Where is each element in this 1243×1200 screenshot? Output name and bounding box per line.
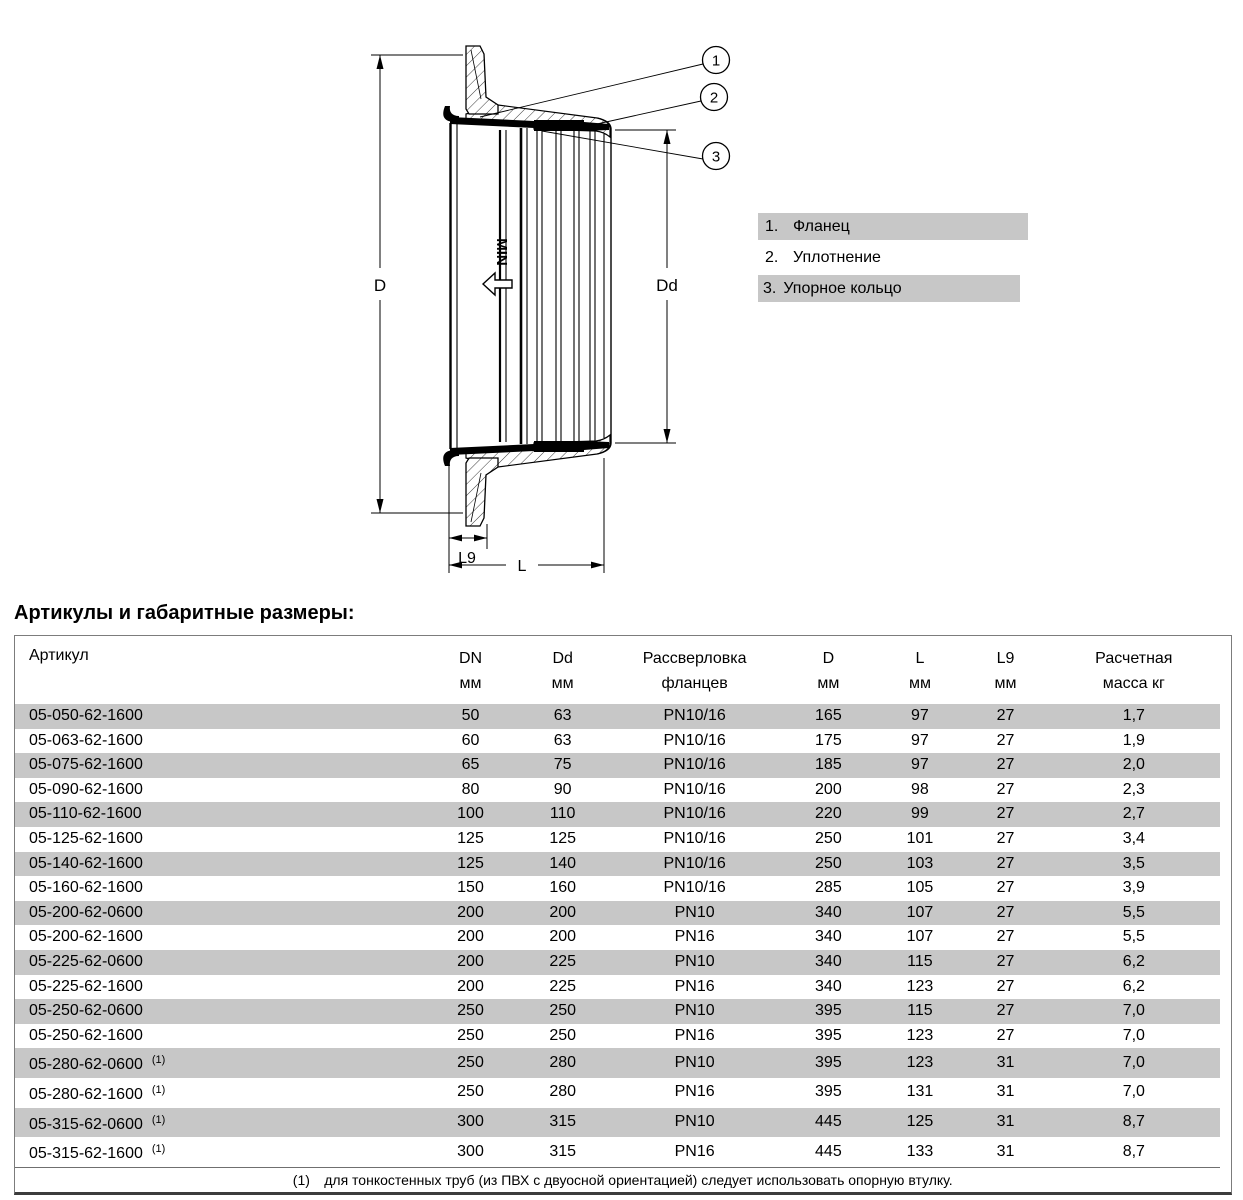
article-code: 05-063-62-1600 <box>29 731 143 749</box>
article-cell <box>15 950 425 975</box>
drilling-cell: PN16 <box>674 1083 715 1101</box>
article-cell <box>15 753 425 778</box>
dd-cell: 160 <box>549 879 577 897</box>
legend-item-3 <box>758 275 1020 302</box>
article-code: 05-250-62-1600 <box>29 1026 143 1044</box>
article-cell <box>15 852 425 877</box>
article-code: 05-250-62-0600 <box>29 1002 143 1020</box>
dd-cell: 63 <box>553 731 572 749</box>
drilling-cell: PN16 <box>674 977 715 995</box>
footnote-reference: (1) <box>151 1054 166 1067</box>
article-cell <box>15 1048 425 1078</box>
mass-cell: 6,2 <box>1122 977 1145 995</box>
l9-cell: 27 <box>996 928 1015 946</box>
column-header: L9 <box>996 650 1015 667</box>
d-cell: 395 <box>815 1083 842 1101</box>
table-row <box>15 1108 1220 1138</box>
table-row <box>15 852 1220 877</box>
legend-item-number: 2. <box>765 249 779 266</box>
table-row <box>15 802 1220 827</box>
table-header-row-1 <box>15 636 1220 670</box>
dimension-l-label: L <box>517 558 527 575</box>
article-code: 05-315-62-1600 <box>29 1145 143 1163</box>
drilling-cell: PN10/16 <box>663 805 726 823</box>
table-row <box>15 1024 1220 1049</box>
dd-cell: 315 <box>549 1113 577 1130</box>
l-cell: 97 <box>911 756 929 774</box>
l-cell: 97 <box>911 731 929 749</box>
dd-cell: 250 <box>549 1002 577 1020</box>
l9-cell: 27 <box>996 952 1015 970</box>
mass-cell: 1,7 <box>1122 707 1145 724</box>
l-cell: 107 <box>906 928 934 946</box>
article-cell <box>15 1078 425 1108</box>
d-cell: 175 <box>815 731 842 749</box>
table-row <box>15 876 1220 901</box>
legend <box>758 213 1030 306</box>
table-row <box>15 1078 1220 1108</box>
flange-adapter-cross-section-drawing <box>0 0 1243 598</box>
drilling-cell: PN16 <box>674 1142 715 1160</box>
l9-cell: 27 <box>996 756 1015 774</box>
column-header: Артикул <box>29 647 89 664</box>
mass-cell: 3,9 <box>1122 879 1145 897</box>
dn-cell: 250 <box>457 1026 484 1044</box>
drilling-cell: PN16 <box>674 928 715 946</box>
l9-cell: 27 <box>996 780 1015 798</box>
mass-cell: 5,5 <box>1122 928 1145 946</box>
min-insertion-label: MIN <box>493 238 510 266</box>
article-cell <box>15 925 425 950</box>
column-header: Расчетная <box>1095 650 1173 667</box>
mass-cell: 7,0 <box>1122 1002 1145 1020</box>
dn-cell: 125 <box>457 829 484 847</box>
dd-cell: 110 <box>549 805 576 823</box>
flange-top-section <box>466 46 498 114</box>
article-code: 05-225-62-1600 <box>29 977 143 995</box>
article-code: 05-280-62-1600 <box>29 1085 143 1103</box>
flange-bottom-section <box>466 458 498 526</box>
mass-cell: 7,0 <box>1122 1053 1145 1071</box>
article-code: 05-200-62-0600 <box>29 903 143 921</box>
legend-item-number: 3. <box>763 280 777 297</box>
dn-cell: 200 <box>457 977 484 995</box>
article-code: 05-125-62-1600 <box>29 829 143 847</box>
dn-cell: 250 <box>457 1083 484 1101</box>
l-cell: 123 <box>906 977 934 995</box>
table-row <box>15 1048 1220 1078</box>
dimension-d-label: D <box>373 276 387 295</box>
drilling-cell: PN10 <box>674 1053 715 1071</box>
l9-cell: 27 <box>996 829 1015 847</box>
table-row <box>15 950 1220 975</box>
legend-item-label: Фланец <box>793 218 850 235</box>
d-cell: 340 <box>815 928 842 946</box>
table-row <box>15 925 1220 950</box>
l-cell: 115 <box>907 952 933 970</box>
table-row <box>15 1137 1220 1167</box>
l-cell: 125 <box>906 1113 934 1130</box>
article-code: 05-110-62-1600 <box>29 805 142 823</box>
d-cell: 200 <box>815 780 842 798</box>
l-cell: 105 <box>906 879 934 897</box>
dn-cell: 200 <box>457 928 484 946</box>
dn-cell: 250 <box>457 1053 484 1071</box>
column-header: Рассверловка <box>642 650 747 667</box>
legend-item-label: Упорное кольцо <box>783 280 902 297</box>
footnote-marker: (1) <box>292 1171 310 1188</box>
article-code: 05-200-62-1600 <box>29 928 143 946</box>
l-cell: 133 <box>906 1142 934 1160</box>
dd-cell: 63 <box>553 707 572 724</box>
column-header: L <box>915 650 925 667</box>
l-cell: 123 <box>906 1026 934 1044</box>
table-body <box>15 704 1220 1167</box>
drilling-cell: PN10 <box>674 1002 715 1020</box>
l9-cell: 27 <box>996 977 1015 995</box>
table-row <box>15 778 1220 803</box>
table-row <box>15 975 1220 1000</box>
drilling-cell: PN10 <box>674 1113 715 1130</box>
article-code: 05-075-62-1600 <box>29 756 143 774</box>
table-row <box>15 753 1220 778</box>
dn-cell: 300 <box>457 1142 484 1160</box>
table-row <box>15 827 1220 852</box>
mass-cell: 1,9 <box>1122 731 1145 749</box>
technical-drawing-section <box>0 0 1243 598</box>
mass-cell: 8,7 <box>1122 1142 1145 1160</box>
legend-item-2 <box>758 244 1028 271</box>
drilling-cell: PN10/16 <box>663 707 726 724</box>
callout-2-number: 2 <box>709 89 719 107</box>
article-cell <box>15 876 425 901</box>
arrow-right-icon <box>591 562 604 569</box>
d-cell: 185 <box>815 756 842 774</box>
dn-cell: 300 <box>457 1113 484 1130</box>
column-header-unit: мм <box>551 675 574 692</box>
dd-cell: 140 <box>549 854 577 872</box>
article-cell <box>15 999 425 1024</box>
mass-cell: 5,5 <box>1122 903 1145 921</box>
dimensions-table-container <box>14 635 1232 1195</box>
footnote-reference: (1) <box>151 1083 166 1096</box>
dimensions-table <box>15 636 1220 1192</box>
column-header-unit: мм <box>817 675 840 692</box>
article-code: 05-160-62-1600 <box>29 879 143 897</box>
arrow-down-icon <box>377 499 384 513</box>
mass-cell: 3,4 <box>1122 829 1145 847</box>
l9-cell: 27 <box>996 879 1015 897</box>
article-code: 05-140-62-1600 <box>29 854 143 872</box>
dn-cell: 65 <box>461 756 480 774</box>
l9-cell: 27 <box>996 903 1015 921</box>
l9-cell: 27 <box>996 731 1015 749</box>
d-cell: 220 <box>815 805 842 823</box>
l9-cell: 31 <box>996 1083 1015 1101</box>
footnote-reference: (1) <box>151 1143 166 1156</box>
article-cell <box>15 1137 425 1167</box>
dn-cell: 100 <box>457 805 484 823</box>
dn-cell: 50 <box>461 707 480 724</box>
l-cell: 115 <box>907 1002 933 1020</box>
mass-cell: 3,5 <box>1122 854 1145 872</box>
dn-cell: 125 <box>457 854 484 872</box>
callout-3 <box>703 143 730 170</box>
d-cell: 285 <box>815 879 842 897</box>
arrow-left-icon <box>449 535 462 542</box>
column-header: D <box>822 650 835 667</box>
article-code: 05-315-62-0600 <box>29 1115 143 1133</box>
dd-cell: 200 <box>549 928 577 946</box>
dn-cell: 80 <box>461 780 480 798</box>
dn-cell: 250 <box>457 1002 484 1020</box>
callout-1-number: 1 <box>711 52 721 70</box>
table-row <box>15 901 1220 926</box>
article-code: 05-225-62-0600 <box>29 952 143 970</box>
callout-2 <box>701 84 728 111</box>
column-header-unit: мм <box>994 675 1017 692</box>
column-header: Dd <box>552 650 573 667</box>
column-header: DN <box>458 650 483 667</box>
l-cell: 103 <box>906 854 934 872</box>
l9-cell: 27 <box>996 854 1015 872</box>
drilling-cell: PN10 <box>674 903 715 921</box>
column-header-unit: фланцев <box>661 675 728 692</box>
article-cell <box>15 1108 425 1138</box>
dn-cell: 200 <box>457 903 484 921</box>
d-cell: 395 <box>815 1002 842 1020</box>
socket-body <box>451 118 612 454</box>
article-cell <box>15 1024 425 1049</box>
mass-cell: 7,0 <box>1122 1026 1145 1044</box>
dd-cell: 225 <box>549 952 577 970</box>
l-cell: 97 <box>911 707 929 724</box>
dn-cell: 150 <box>457 879 484 897</box>
dd-cell: 75 <box>553 756 572 774</box>
l9-cell: 27 <box>996 707 1015 724</box>
mass-cell: 7,0 <box>1122 1083 1145 1101</box>
d-cell: 250 <box>815 829 842 847</box>
dd-cell: 280 <box>549 1053 577 1071</box>
mass-cell: 2,7 <box>1122 805 1145 823</box>
arrow-up-icon <box>664 130 671 144</box>
article-cell <box>15 901 425 926</box>
dd-cell: 200 <box>549 903 577 921</box>
article-code: 05-050-62-1600 <box>29 707 143 724</box>
footnote-text: для тонкостенных труб (из ПВХ с двуосной ориентацией) следует использовать опорную втулку. <box>324 1171 953 1188</box>
legend-item-label: Уплотнение <box>793 249 881 266</box>
d-cell: 445 <box>815 1142 842 1160</box>
legend-item-number: 1. <box>765 218 779 235</box>
d-cell: 250 <box>815 854 842 872</box>
l-cell: 98 <box>911 780 929 798</box>
drilling-cell: PN10/16 <box>663 879 726 897</box>
l-cell: 123 <box>906 1053 934 1071</box>
l9-cell: 31 <box>996 1053 1015 1071</box>
d-cell: 340 <box>815 977 842 995</box>
d-cell: 340 <box>815 903 842 921</box>
page-title: Артикулы и габаритные размеры: <box>14 602 355 624</box>
table-row <box>15 729 1220 754</box>
arrow-right-icon <box>474 535 487 542</box>
article-cell <box>15 802 425 827</box>
column-header-unit: мм <box>459 675 482 692</box>
dimension-l9-label: L9 <box>458 550 476 567</box>
dn-cell: 60 <box>461 731 480 749</box>
dd-cell: 315 <box>549 1142 577 1160</box>
dd-cell: 225 <box>549 977 577 995</box>
d-cell: 445 <box>815 1113 842 1130</box>
dd-cell: 250 <box>549 1026 577 1044</box>
article-cell <box>15 778 425 803</box>
d-cell: 395 <box>815 1026 842 1044</box>
l9-cell: 27 <box>996 1026 1015 1044</box>
drilling-cell: PN10/16 <box>663 756 726 774</box>
dd-cell: 280 <box>549 1083 577 1101</box>
article-code: 05-090-62-1600 <box>29 780 143 798</box>
l-cell: 131 <box>906 1083 934 1101</box>
arrow-up-icon <box>377 55 384 69</box>
table-header <box>15 636 1220 704</box>
mass-cell: 8,7 <box>1122 1113 1145 1130</box>
l-cell: 107 <box>906 903 934 921</box>
dd-cell: 125 <box>549 829 577 847</box>
drilling-cell: PN10/16 <box>663 731 726 749</box>
dd-cell: 90 <box>553 780 572 798</box>
l9-cell: 27 <box>996 1002 1015 1020</box>
mass-cell: 2,3 <box>1122 780 1145 798</box>
column-header-unit: масса кг <box>1102 675 1165 692</box>
table-row <box>15 704 1220 729</box>
d-cell: 340 <box>815 952 842 970</box>
l-cell: 101 <box>906 829 934 847</box>
l9-cell: 31 <box>996 1113 1015 1130</box>
mass-cell: 2,0 <box>1122 756 1145 774</box>
callout-3-number: 3 <box>711 148 721 166</box>
legend-item-1 <box>758 213 1028 240</box>
l-cell: 99 <box>911 805 929 823</box>
drilling-cell: PN10 <box>674 952 715 970</box>
column-header-unit: мм <box>908 675 931 692</box>
l9-cell: 27 <box>996 805 1015 823</box>
drilling-cell: PN10/16 <box>663 780 726 798</box>
min-direction-arrow-icon <box>483 273 512 295</box>
article-cell <box>15 975 425 1000</box>
table-row <box>15 999 1220 1024</box>
l9-cell: 31 <box>996 1142 1015 1160</box>
footnote-cell <box>15 1167 1220 1192</box>
article-cell <box>15 729 425 754</box>
dimension-dd-label: Dd <box>656 276 678 295</box>
drilling-cell: PN16 <box>674 1026 715 1044</box>
callout-1 <box>703 47 730 74</box>
article-cell <box>15 827 425 852</box>
footnote-reference: (1) <box>151 1113 166 1126</box>
mass-cell: 6,2 <box>1122 952 1145 970</box>
d-cell: 165 <box>815 707 842 724</box>
drilling-cell: PN10/16 <box>663 829 726 847</box>
dn-cell: 200 <box>457 952 484 970</box>
article-code: 05-280-62-0600 <box>29 1056 143 1074</box>
article-cell <box>15 704 425 729</box>
drilling-cell: PN10/16 <box>663 854 726 872</box>
d-cell: 395 <box>815 1053 842 1071</box>
footnote-row <box>15 1167 1220 1192</box>
arrow-down-icon <box>664 429 671 443</box>
